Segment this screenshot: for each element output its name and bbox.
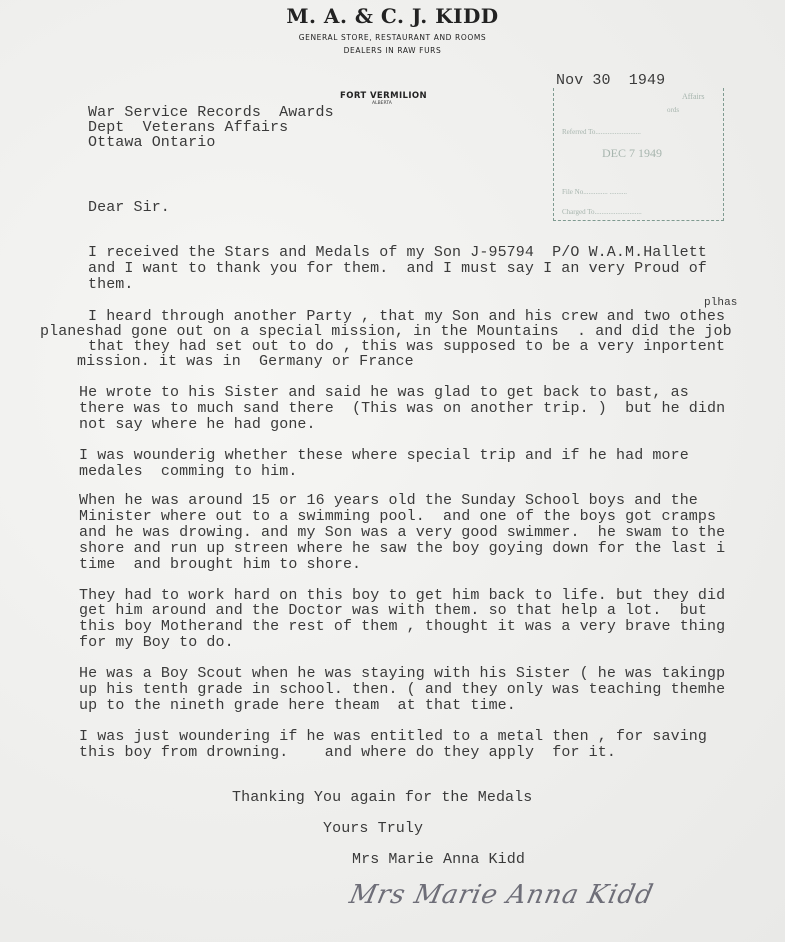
address-line: Dept Veterans Affairs (88, 119, 289, 136)
text-line: He was a Boy Scout when he was staying with his Sister ( he was takingp (79, 665, 726, 682)
text-line: I was wounderig whether these where special trip and if he had more (79, 447, 689, 464)
text-line: not say where he had gone. (79, 416, 316, 433)
received-stamp (553, 88, 724, 221)
address-line: War Service Records Awards (88, 104, 334, 121)
text-line: planeshad gone out on a special mission, in the Mountains . and did the job (40, 323, 732, 340)
letterhead-business: GENERAL STORE, RESTAURANT AND ROOMS (298, 33, 487, 42)
stamp-charged: Charged To........................... (562, 208, 642, 216)
letterhead-dealers: DEALERS IN RAW FURS (343, 46, 442, 55)
text-line: and I want to thank you for them. and I must say I an very Proud of (88, 260, 707, 277)
text-line: get him around and the Doctor was with them. so that help a lot. but (79, 602, 708, 619)
text-line: medales comming to him. (79, 463, 298, 480)
text-line: this boy Motherand the rest of them , thought it was a very brave thing (79, 618, 726, 635)
stamp-date: DEC 7 1949 (602, 146, 662, 160)
salutation: Dear Sir. (88, 199, 170, 216)
text-line: up his tenth grade in school. then. ( and they only was teaching themhe (79, 681, 726, 698)
text-line: I was just woundering if he was entitled to a metal then , for saving (79, 728, 708, 745)
text-line: them. (88, 276, 134, 293)
text-line: this boy from drowning. and where do they apply for it. (79, 744, 616, 761)
letterhead-firm-name: M. A. & C. J. KIDD (286, 4, 499, 28)
address-line: Ottawa Ontario (88, 134, 216, 151)
typed-name: Mrs Marie Anna Kidd (352, 851, 525, 868)
stamp-file: File No.............. .......... (562, 188, 627, 196)
text-line: time and brought him to shore. (79, 556, 362, 573)
closing-thanks: Thanking You again for the Medals (232, 789, 533, 806)
text-line: there was to much sand there (This was on another trip. ) but he didn (79, 400, 726, 417)
closing-valediction: Yours Truly (323, 820, 424, 837)
text-line-correction: plhas (704, 297, 738, 309)
text-line: shore and run up streen where he saw the boy goying down for the last i (79, 540, 726, 557)
stamp-line2: ords (667, 106, 680, 114)
text-line: They had to work hard on this boy to get him back to life. but they did (79, 587, 726, 604)
text-line: I heard through another Party , that my Son and his crew and two othes (88, 308, 726, 325)
letterhead-province: ALBERTA (372, 101, 392, 106)
handwritten-signature: Mrs Marie Anna Kidd (346, 880, 657, 910)
letterhead-town: FORT VERMILION (340, 91, 428, 101)
stamp-line1: Affairs (682, 92, 705, 101)
text-line: and he was drowing. and my Son was a very good swimmer. he swam to the (79, 524, 726, 541)
text-line: mission. it was in Germany or France (77, 353, 414, 370)
text-line: I received the Stars and Medals of my Son J-95794 P/O W.A.M.Hallett (88, 244, 707, 261)
text-line: Minister where out to a swimming pool. and one of the boys got cramps (79, 508, 717, 525)
text-line: up to the nineth grade here theam at that time. (79, 697, 516, 714)
text-line: that they had set out to do , this was supposed to be a very inportent (88, 338, 726, 355)
text-line: for my Boy to do. (79, 634, 234, 651)
text-line: When he was around 15 or 16 years old the Sunday School boys and the (79, 492, 698, 509)
text-line: He wrote to his Sister and said he was glad to get back to bast, as (79, 384, 689, 401)
letter-date: Nov 30 1949 (556, 72, 666, 89)
stamp-referred: Referred To.......................... (562, 128, 641, 136)
